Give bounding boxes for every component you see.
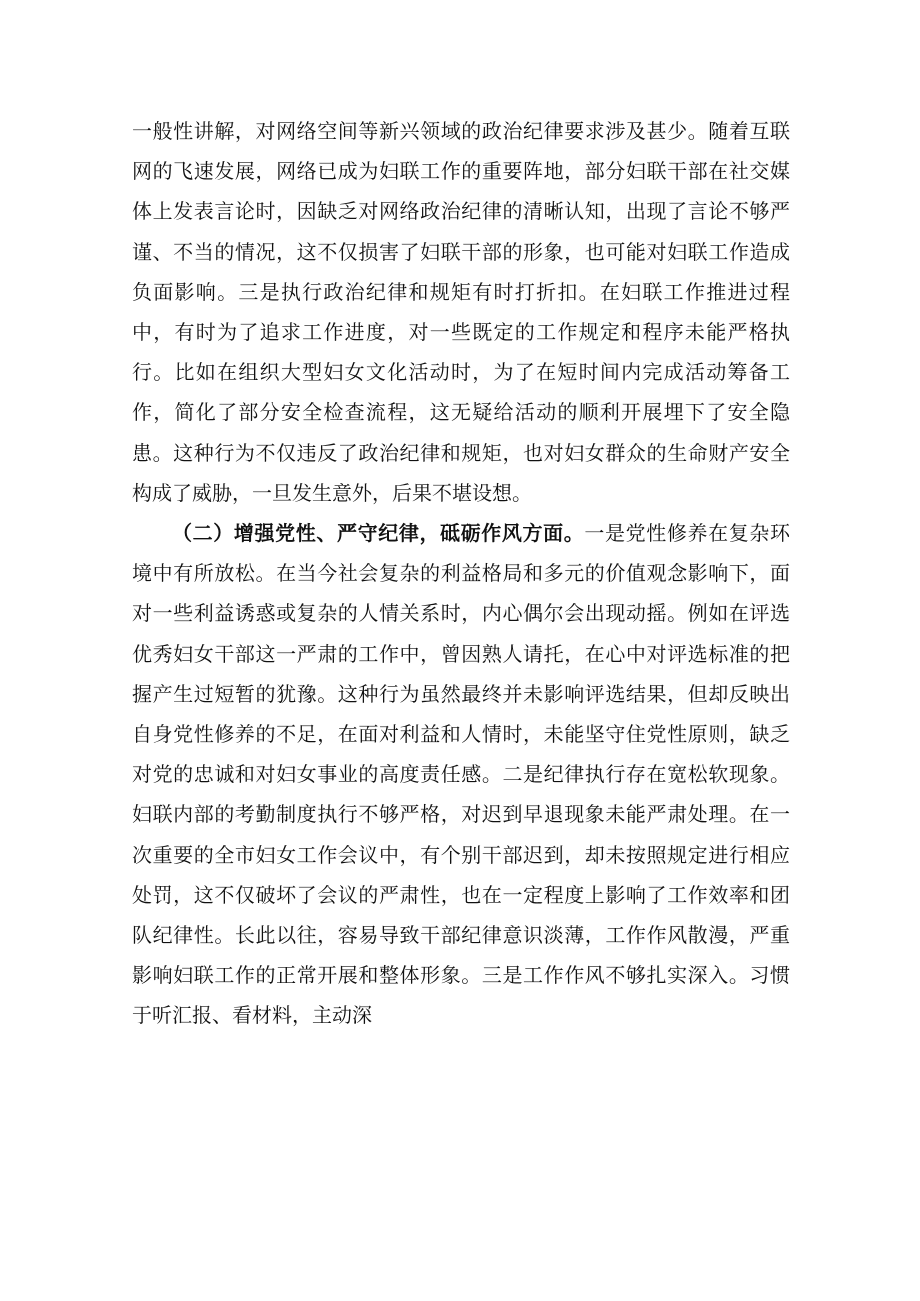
paragraph-2-text: 一是党性修养在复杂环境中有所放松。在当今社会复杂的利益格局和多元的价值观念影响下，面对一些利益诱惑或复杂的人情关系时，内心偶尔会出现动摇。例如在评选优秀妇女干部这一严肃的工作中，曾因熟人请托，在心中对评选标准的把握产生过短暂的犹豫。这种行为虽然最终并未影响评选结果，但却反映出自身党性修养的不足，在面对利益和人情时，未能坚守住党性原则，缺乏对党的忠诚和对妇女事业的高度责任感。二是纪律执行存在宽松软现象。妇联内部的考勤制度执行不够严格，对迟到早退现象未能严肃处理。在一次重要的全市妇女工作会议中，有个别干部迟到，却未按照规定进行相应处罚，这不仅破坏了会议的严肃性，也在一定程度上影响了工作效率和团队纪律性。长此以往，容易导致干部纪律意识淡薄，工作作风散漫，严重影响妇联工作的正常开展和整体形象。三是工作作风不够扎实深入。习惯于听汇报、看材料，主动深: [132, 521, 791, 1028]
paragraph-2: [132, 513, 790, 1036]
paragraph-1: [132, 111, 790, 513]
paragraph-1-text: 一般性讲解，对网络空间等新兴领域的政治纪律要求涉及甚少。随着互联网的飞速发展，网络已成为妇联工作的重要阵地，部分妇联干部在社交媒体上发表言论时，因缺乏对网络政治纪律的清晰认知，出现了言论不够严谨、不当的情况，这不仅损害了妇联干部的形象，也可能对妇联工作造成负面影响。三是执行政治纪律和规矩有时打折扣。在妇联工作推进过程中，有时为了追求工作进度，对一些既定的工作规定和程序未能严格执行。比如在组织大型妇女文化活动时，为了在短时间内完成活动筹备工作，简化了部分安全检查流程，这无疑给活动的顺利开展埋下了安全隐患。这种行为不仅违反了政治纪律和规矩，也对妇女群众的生命财产安全构成了威胁，一旦发生意外，后果不堪设想。: [132, 119, 790, 505]
document-body: [132, 111, 790, 1036]
section-heading: （二）增强党性、严守纪律，砥砺作风方面。: [172, 521, 585, 546]
